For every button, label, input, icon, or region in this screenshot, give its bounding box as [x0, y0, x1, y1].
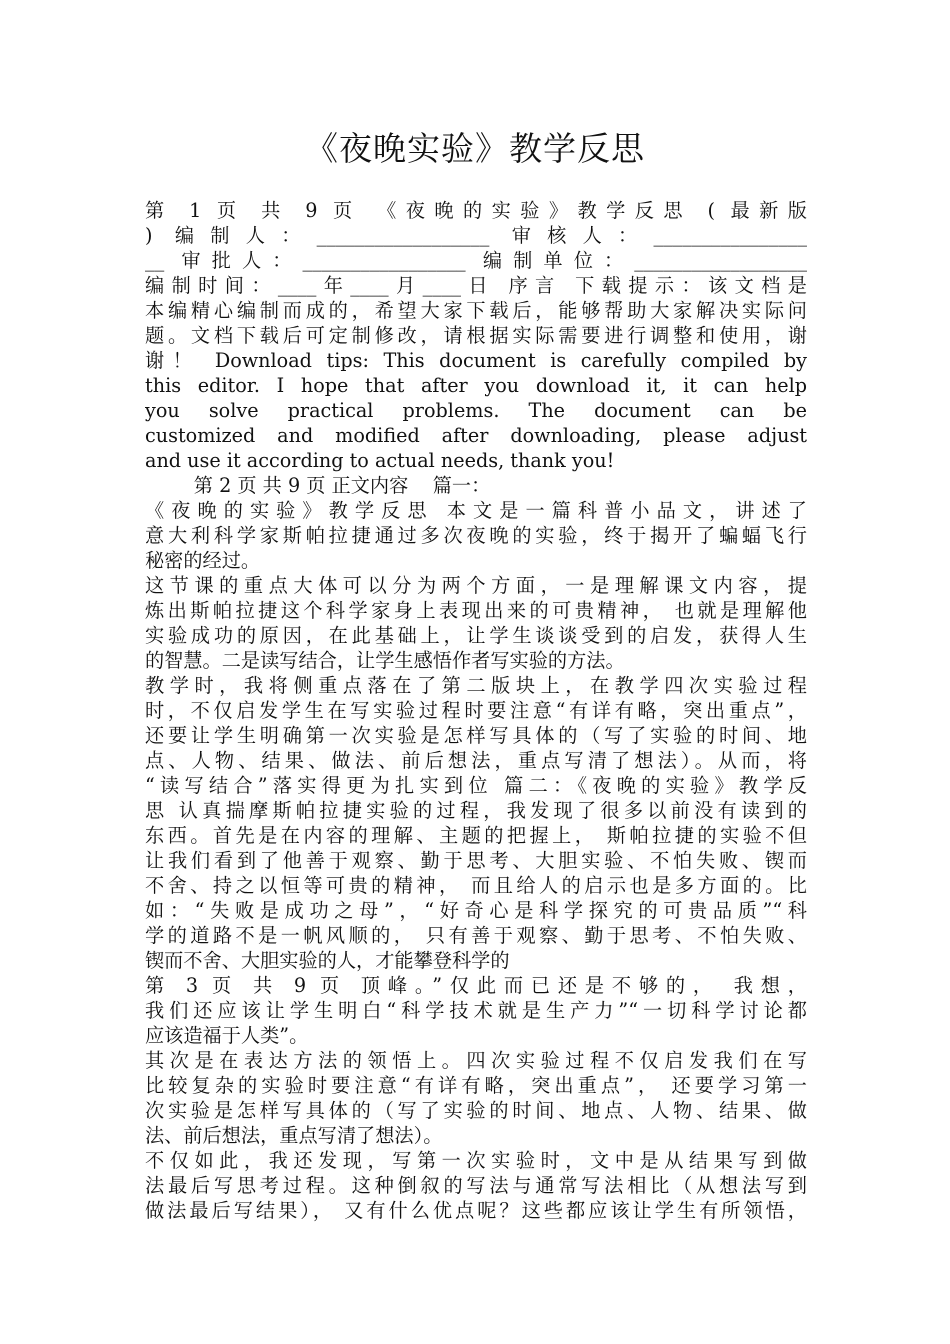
text-line: ) 编制人：__________________ 审核人：________________: [145, 224, 807, 247]
document-title: 《夜晚实验》教学反思: [305, 129, 645, 168]
text-line: 我们还应该让学生明白“科学技术就是生产力”“一切科学讨论都: [145, 999, 807, 1022]
text-line: 如：“失败是成功之母”，“好奇心是科学探究的可贵品质”“科: [145, 899, 807, 922]
text-line: and use it according to actual needs, thank you!: [145, 449, 615, 472]
text-line: 教学时，我将侧重点落在了第二版块上，在教学四次实验过程: [145, 674, 807, 697]
text-line: customized and modified after downloading, please adjust: [145, 424, 807, 447]
text-line: 法最后写思考过程。这种倒叙的写法与通常写法相比（从想法写到: [145, 1174, 807, 1197]
text-line: 做法最后写结果）， 又有什么优点呢？这些都应该让学生有所领悟，: [145, 1199, 807, 1222]
text-line: 秘密的经过。: [145, 549, 261, 572]
text-line: 实验成功的原因，在此基础上，让学生谈谈受到的启发，获得人生: [145, 624, 807, 647]
document-body: [145, 198, 807, 1223]
text-line: 第 1 页 共 9 页 《夜晚的实验》教学反思 ( 最新版: [145, 199, 807, 222]
text-line: 锲而不舍、大胆实验的人，才能攀登科学的: [145, 949, 510, 972]
text-line: 让我们看到了他善于观察、勤于思考、大胆实验、不怕失败、锲而: [145, 849, 807, 872]
text-line: 题。文档下载后可定制修改，请根据实际需要进行调整和使用，谢: [145, 324, 807, 347]
text-line: 其次是在表达方法的领悟上。四次实验过程不仅启发我们在写: [145, 1049, 807, 1072]
text-line: 本编精心编制而成的，希望大家下载后，能够帮助大家解决实际问: [145, 299, 807, 322]
text-line: 学的道路不是一帆风顺的， 只有善于观察、勤于思考、不怕失败、: [145, 924, 807, 947]
text-line: 的智慧。二是读写结合，让学生感悟作者写实验的方法。: [145, 649, 625, 672]
text-line: 《夜晚的实验》教学反思 本文是一篇科普小品文，讲述了: [145, 499, 807, 522]
text-line: 意大利科学家斯帕拉捷通过多次夜晚的实验，终于揭开了蝙蝠飞行: [145, 524, 807, 547]
text-line: 这节课的重点大体可以分为两个方面，一是理解课文内容，提: [145, 574, 807, 597]
text-line: 东西。首先是在内容的理解、主题的把握上， 斯帕拉捷的实验不但: [145, 824, 807, 847]
text-line: 比较复杂的实验时要注意“有详有略，突出重点”， 还要学习第一: [145, 1074, 807, 1097]
text-line: “读写结合”落实得更为扎实到位 篇二：《夜晚的实验》教学反: [145, 774, 807, 797]
text-line: __ 审批人：_________________ 编制单位：__________________: [145, 249, 807, 272]
text-line: you solve practical problems. The document can be: [145, 399, 807, 422]
text-line: 法、前后想法，重点写清了想法）。: [145, 1124, 443, 1147]
text-line: 不仅如此，我还发现，写第一次实验时，文中是从结果写到做: [145, 1149, 807, 1172]
text-line: 点、人物、结果、做法、前后想法，重点写清了想法）。从而，将: [145, 749, 807, 772]
text-line: this editor. I hope that after you download it, it can help: [145, 374, 807, 397]
text-line: 第 3 页 共 9 页 顶峰。”仅此而已还是不够的， 我想，: [145, 974, 807, 997]
text-line: 炼出斯帕拉捷这个科学家身上表现出来的可贵精神， 也就是理解他: [145, 599, 807, 622]
text-line: 应该造福于人类”。: [145, 1024, 309, 1047]
text-line: 次实验是怎样写具体的（写了实验的时间、地点、人物、结果、做: [145, 1099, 807, 1122]
text-line: 谢！ Download tips: This document is carefully compiled by: [145, 349, 807, 372]
text-line: 不舍、持之以恒等可贵的精神， 而且给人的启示也是多方面的。比: [145, 874, 807, 897]
text-line: 思 认真揣摩斯帕拉捷实验的过程，我发现了很多以前没有读到的: [145, 799, 807, 822]
text-line: 时，不仅启发学生在写实验过程时要注意“有详有略，突出重点”，: [145, 699, 807, 722]
text-line: 还要让学生明确第一次实验是怎样写具体的（写了实验的时间、地: [145, 724, 807, 747]
text-line: 编制时间：____年____月____日 序言 下载提示：该文档是: [145, 274, 807, 297]
text-line: 第 2 页 共 9 页 正文内容 篇一：: [145, 474, 491, 497]
